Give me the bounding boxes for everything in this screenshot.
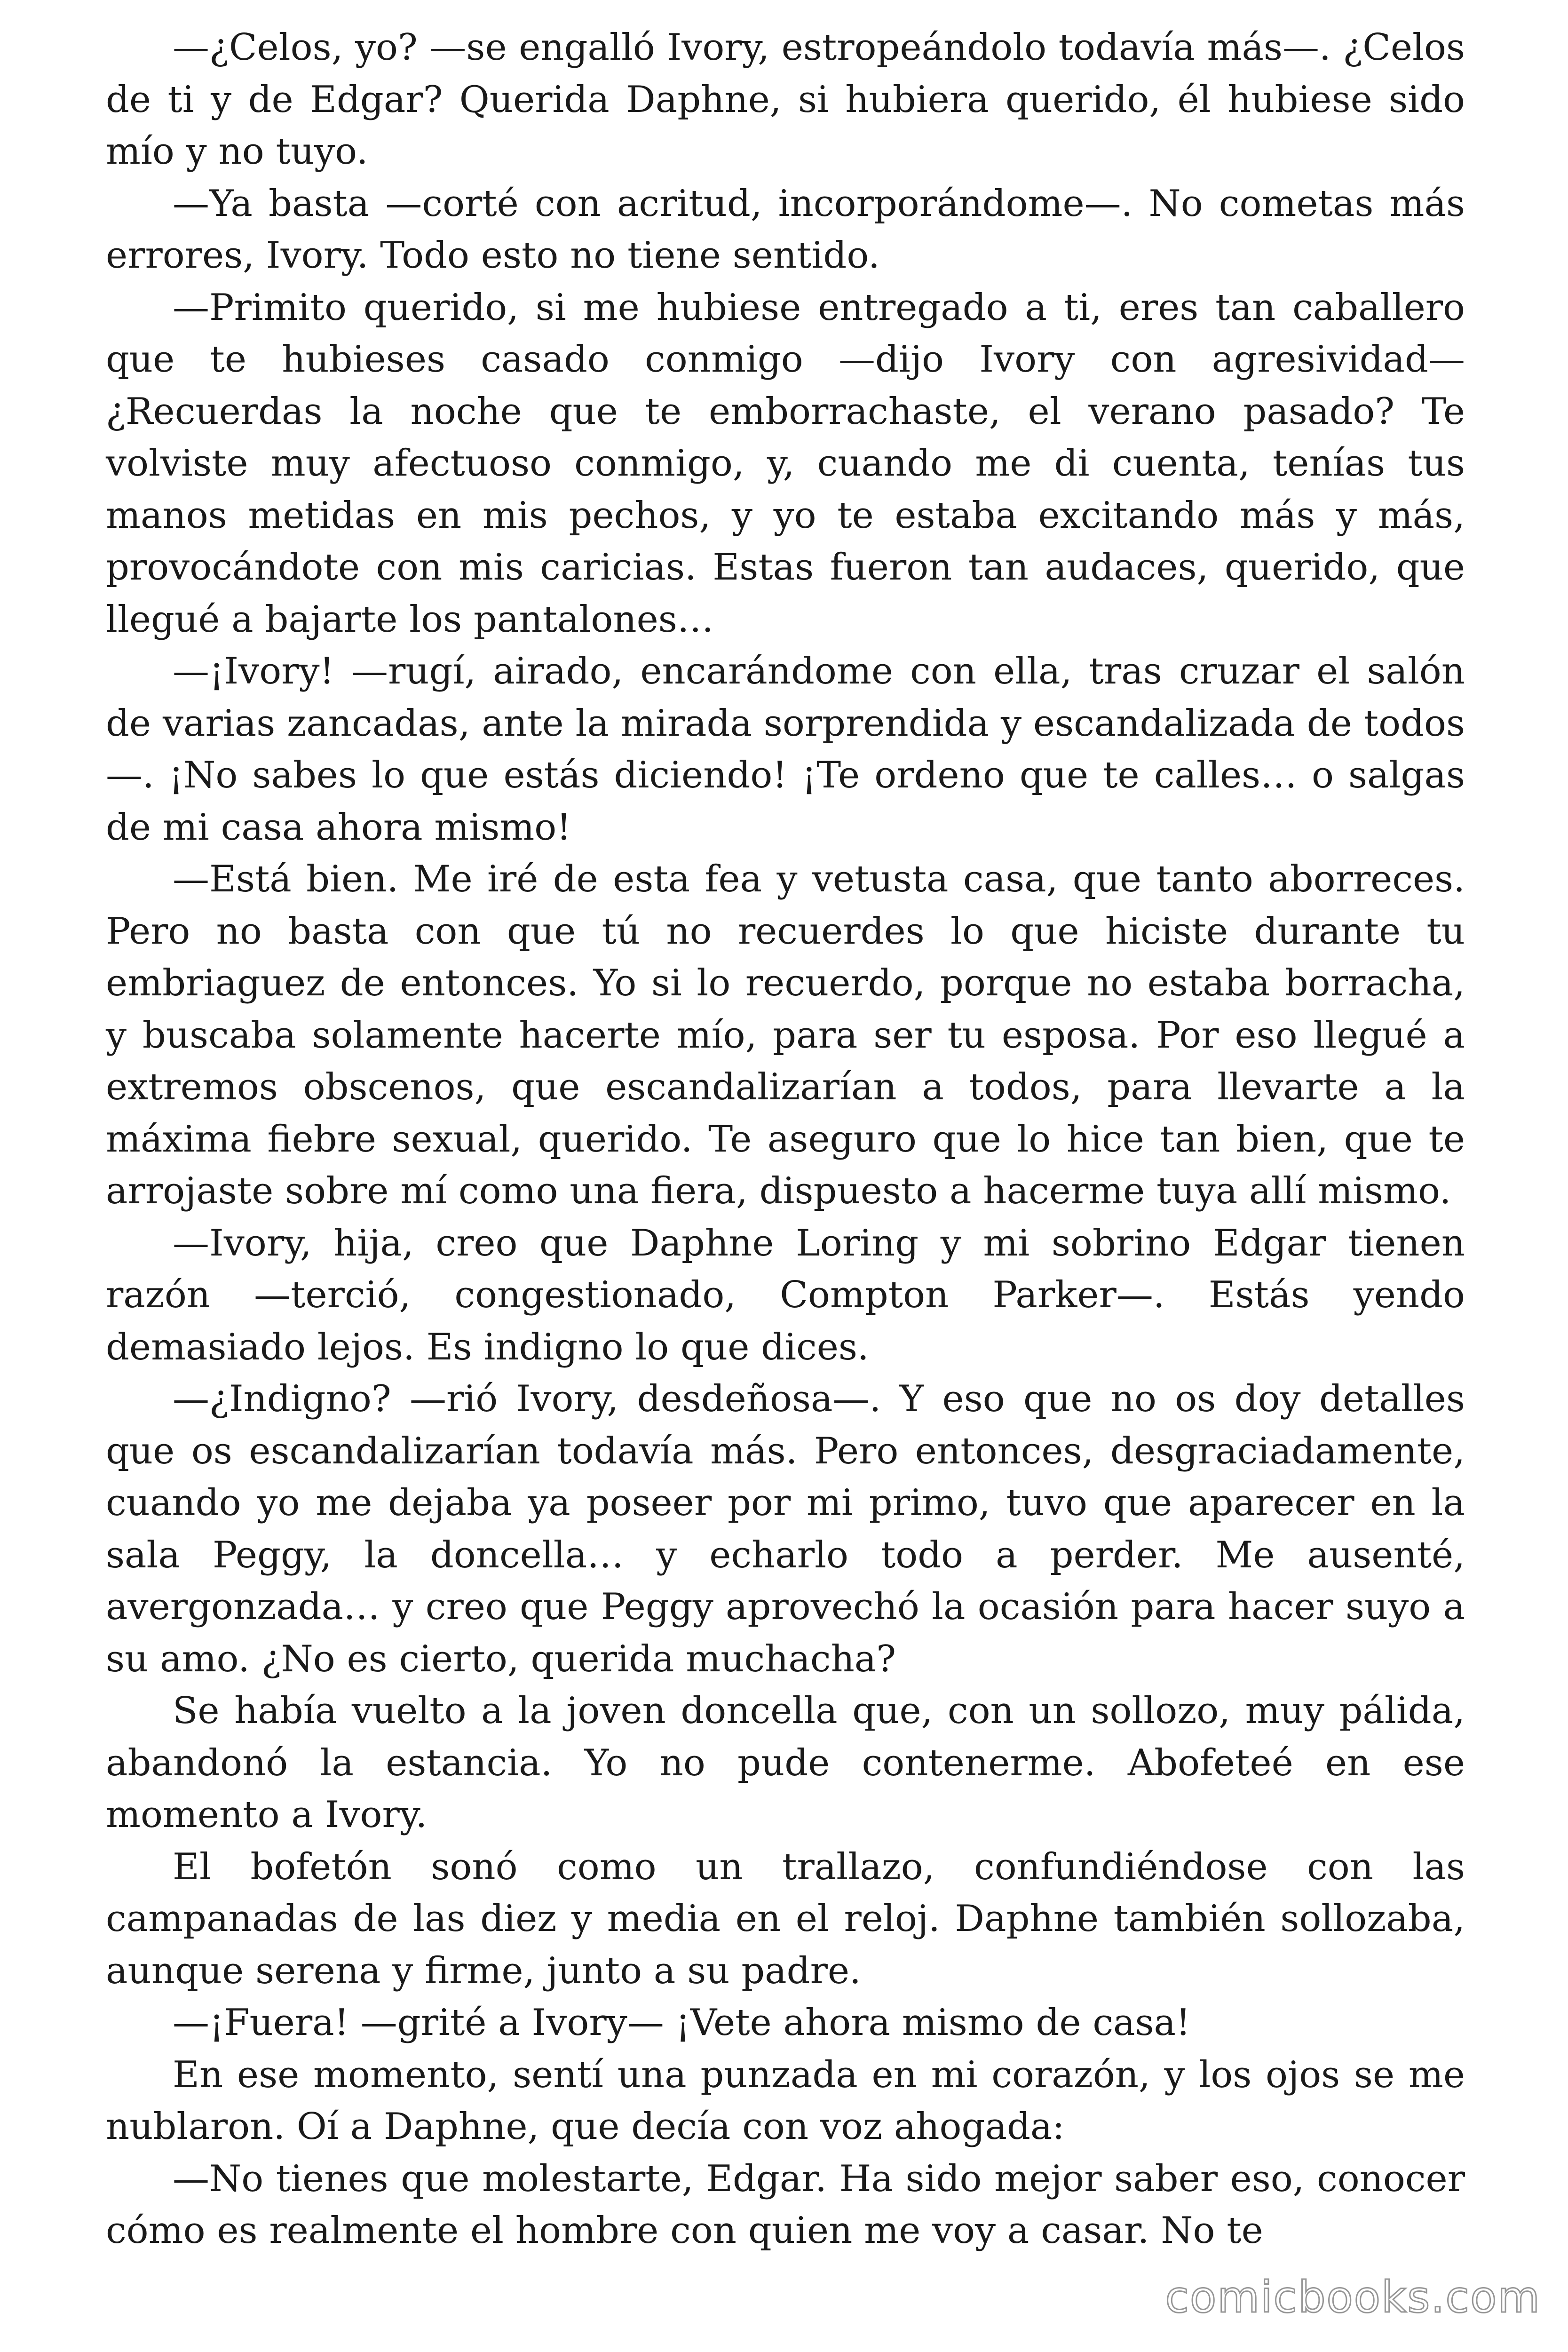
paragraph: —Ya basta —corté con acritud, incorporándome—. No cometas más errores, Ivory. Todo esto no tiene sentido. (106, 182, 1465, 277)
paragraph: El bofetón sonó como un trallazo, confundiéndose con las campanadas de las diez y media en el reloj. Daphne también sollozaba, aunque serena y firme, junto a su padre. (106, 1845, 1465, 1992)
paragraph: —Está bien. Me iré de esta fea y vetusta casa, que tanto aborreces. Pero no basta con que tú no recuerdes lo que hiciste durante tu embriaguez de entonces. Yo si lo recuerdo, porque no estaba borracha, y buscaba solamente hacerte mío, para ser tu esposa. Por eso llegué a extremos obscenos, que escandalizarían a todos, para llevarte a la máxima fiebre sexual, querido. Te aseguro que lo hice tan bien, que te arrojaste sobre mí como una fiera, dispuesto a hacerme tuya allí mismo. (106, 858, 1465, 1212)
paragraph: Se había vuelto a la joven doncella que, con un sollozo, muy pálida, abandonó la estancia. Yo no pude contenerme. Abofeteé en ese momento a Ivory. (106, 1690, 1465, 1836)
paragraph: —Primito querido, si me hubiese entregado a ti, eres tan caballero que te hubieses casado conmigo —dijo Ivory con agresividad— ¿Recuerdas la noche que te emborrachaste, el verano pasado? Te volviste muy afectuoso conmigo, y, cuando me di cuenta, tenías tus manos metidas en mis pechos, y yo te estaba excitando más y más, provocándote con mis caricias. Estas fueron tan audaces, querido, que llegué a bajarte los pantalones… (106, 286, 1465, 641)
paragraph: En ese momento, sentí una punzada en mi corazón, y los ojos se me nublaron. Oí a Daphne, que decía con voz ahogada: (106, 2053, 1465, 2148)
paragraph: —¡Ivory! —rugí, airado, encarándome con ella, tras cruzar el salón de varias zancadas, ante la mirada sorprendida y escandalizada de todos—. ¡No sabes lo que estás diciendo! ¡Te ordeno que te calles… o salgas de mi casa ahora mismo! (106, 650, 1465, 849)
watermark: comicbooks.com (1165, 2272, 1541, 2322)
paragraph: —¡Fuera! —grité a Ivory— ¡Vete ahora mismo de casa! (173, 2002, 1191, 2044)
paragraph: —No tienes que molestarte, Edgar. Ha sido mejor saber eso, conocer cómo es realmente el hombre con quien me voy a casar. No te (106, 2157, 1465, 2252)
paragraph: —¿Celos, yo? —se engalló Ivory, estropeándolo todavía más—. ¿Celos de ti y de Edgar? Querida Daphne, si hubiera querido, él hubiese sido mío y no tuyo. (106, 26, 1465, 173)
paragraph: —Ivory, hija, creo que Daphne Loring y mi sobrino Edgar tienen razón —terció, congestionado, Compton Parker—. Estás yendo demasiado lejos. Es indigno lo que dices. (106, 1222, 1465, 1368)
book-page-text (106, 22, 1465, 2257)
paragraph: —¿Indigno? —rió Ivory, desdeñosa—. Y eso que no os doy detalles que os escandalizarían todavía más. Pero entonces, desgraciadamente, cuando yo me dejaba ya poseer por mi primo, tuvo que aparecer en la sala Peggy, la doncella… y echarlo todo a perder. Me ausenté, avergonzada… y creo que Peggy aprovechó la ocasión para hacer suyo a su amo. ¿No es cierto, querida muchacha? (106, 1378, 1465, 1680)
